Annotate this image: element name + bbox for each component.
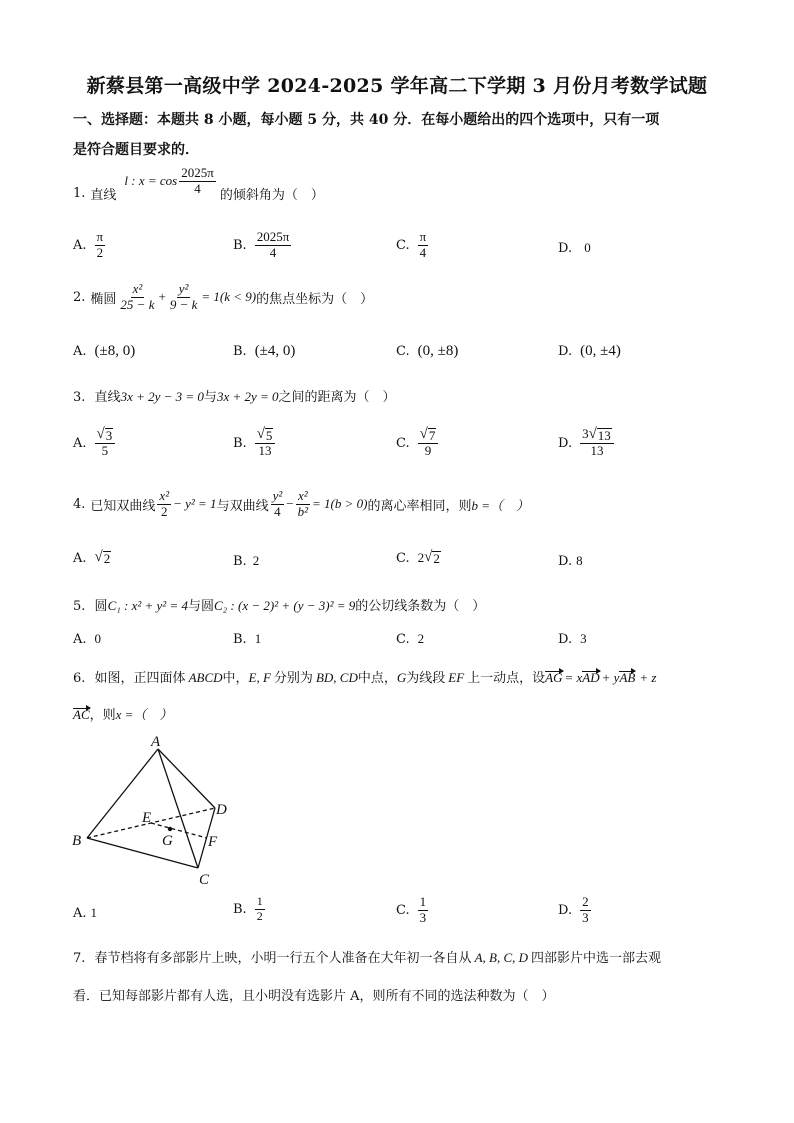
frac-den: 4 <box>269 244 277 260</box>
q5-option-c <box>396 631 424 647</box>
q1-suffix: 的倾斜角为（ ） <box>219 187 324 203</box>
option-label: B. <box>233 554 247 569</box>
q3-equation-2: 3x + 2y = 0 <box>216 389 279 404</box>
question-7-line2: 看．已知每部影片都有人选，且小明没有选影片 A，则所有不同的选法种数为（ ） <box>73 989 555 1004</box>
q2-option-d <box>558 343 621 360</box>
point-label-g: G <box>162 833 173 849</box>
frac-den: 25 − k <box>120 296 155 312</box>
q1-fraction <box>179 166 216 197</box>
frac-num: x² <box>297 488 308 503</box>
option-label: D. <box>558 435 573 451</box>
q5-circle-2: C₂ : (x − 2)² + (y − 3)² = 9 <box>213 598 356 613</box>
question-7-line1 <box>73 947 661 966</box>
q6-text: 中， <box>222 671 249 686</box>
frac-num: x² <box>132 281 143 296</box>
q7-text: 四部影片中选一部去观 <box>531 951 662 966</box>
frac-num: π <box>419 229 427 244</box>
edge-bc <box>87 838 198 868</box>
q4-hyperbola-2-rest: = 1(b > 0) <box>312 496 368 512</box>
q1-option-c <box>396 230 430 261</box>
q3-connector: 与 <box>203 390 217 405</box>
q3-option-c <box>396 427 440 459</box>
option-label: A. <box>73 344 87 359</box>
sqrt-sign: √ 2 <box>424 549 440 566</box>
q2-plus: + <box>158 289 166 305</box>
option-value: 0 <box>94 631 102 646</box>
radicand: 2 <box>433 551 440 566</box>
q5-suffix: 的公切线条数为（ ） <box>355 599 486 614</box>
q6-math: + z <box>639 670 657 685</box>
q2-equation-tail: = 1(k < 9) <box>201 289 257 305</box>
option-label: D. <box>558 241 573 256</box>
q2-prefix: 椭圆 <box>90 291 117 307</box>
q1-option-d <box>558 240 591 256</box>
frac-num: y² <box>178 281 189 296</box>
q2-fraction-2 <box>168 282 200 313</box>
q4-hyperbola-1-rest: − y² = 1 <box>173 496 217 512</box>
q7-letters: A, B, C, D <box>474 950 529 965</box>
option-value: 0 <box>584 240 591 255</box>
option-label: B. <box>233 901 247 917</box>
q6-option-a <box>73 905 97 921</box>
q6-tail: x =（ ） <box>115 707 173 722</box>
q4-fraction-3 <box>296 489 310 520</box>
q3-option-a <box>73 427 117 459</box>
q6-text: 上一动点，设 <box>467 671 546 686</box>
q4-option-a <box>73 550 111 566</box>
sqrt-sign: √ 7 <box>419 426 436 443</box>
q4-fraction-2 <box>271 489 285 520</box>
option-value: 2 <box>252 553 260 568</box>
q6-math: G <box>396 670 407 685</box>
coefficient: 2 <box>417 550 425 566</box>
radicand: 13 <box>597 428 611 443</box>
frac-den: 4 <box>419 244 427 260</box>
sqrt-sign: √ 3 <box>96 426 113 443</box>
option-label: A. <box>73 237 87 253</box>
frac-den: 4 <box>274 503 281 519</box>
point-g-dot <box>168 827 172 831</box>
question-3 <box>73 386 396 405</box>
option-label: C. <box>396 902 410 918</box>
option-label: A. <box>73 550 87 566</box>
frac-num: y² <box>272 488 283 503</box>
q6-math: EF <box>448 670 465 685</box>
option-fraction <box>418 230 429 261</box>
option-value: 3 <box>580 631 587 646</box>
section-instruction-line2: 是符合题目要求的． <box>73 142 199 158</box>
q3-suffix: 之间的距离为（ ） <box>278 390 396 405</box>
q6-option-b <box>233 895 267 924</box>
vertex-label-d: D <box>216 802 227 818</box>
q1-equation-left: l : x = cos <box>124 173 178 189</box>
q5-circle-1: C₁ : x² + y² = 4 <box>107 598 188 613</box>
vertex-label-c: C <box>199 872 210 888</box>
q1-frac-den: 4 <box>194 180 201 196</box>
q4-option-b <box>233 553 259 569</box>
option-label: A. <box>73 435 87 451</box>
option-label: D. <box>558 344 573 359</box>
question-6-line1 <box>73 667 656 686</box>
option-label: C. <box>396 550 410 566</box>
q2-option-c <box>396 343 458 360</box>
q3-prefix: 直线 <box>94 390 121 405</box>
q2-fraction-1 <box>118 282 156 313</box>
q6-text: 为线段 <box>406 671 446 686</box>
option-label: B. <box>233 237 247 253</box>
option-value: 1 <box>90 905 98 920</box>
question-5 <box>73 595 485 614</box>
edge-ad <box>158 749 215 808</box>
option-label: C. <box>396 237 410 253</box>
option-fraction <box>580 427 614 459</box>
option-fraction <box>95 230 106 261</box>
frac-num: 1 <box>256 894 263 908</box>
option-label: C. <box>396 632 410 647</box>
q2-option-b <box>233 343 295 360</box>
q4-fraction-1 <box>157 489 171 520</box>
q3-equation-1: 3x + 2y − 3 = 0 <box>120 389 204 404</box>
frac-num: 2 <box>582 894 589 909</box>
q6-option-c <box>396 895 430 926</box>
q6-math: BD, CD <box>315 670 358 685</box>
q4-connector: 与双曲线 <box>216 498 269 514</box>
option-value: 2 <box>417 631 425 646</box>
vector-ab: AB <box>619 670 636 685</box>
option-value: (0, ±4) <box>580 343 621 359</box>
frac-den: 3 <box>582 909 589 925</box>
q6-text: ，则 <box>89 708 116 723</box>
frac-den: 5 <box>101 443 109 459</box>
radicand: 7 <box>428 428 436 443</box>
q6-text: 分别为 <box>273 671 313 686</box>
option-fraction <box>95 427 116 459</box>
q5-option-b <box>233 631 261 647</box>
frac-den: 9 − k <box>169 296 198 312</box>
option-fraction <box>255 895 265 924</box>
q2-number: 2. <box>73 289 86 305</box>
q5-connector: 与圆 <box>187 599 214 614</box>
option-label: A. <box>73 906 87 921</box>
q4-number: 4. <box>73 496 86 512</box>
q6-option-d <box>558 895 593 926</box>
tetrahedron-figure <box>68 728 248 888</box>
edge-ac <box>158 749 198 868</box>
option-value: (±8, 0) <box>94 343 136 359</box>
option-value: (±4, 0) <box>254 343 296 359</box>
radicand: 3 <box>105 428 113 443</box>
option-fraction <box>255 230 292 261</box>
question-6-line2 <box>73 704 172 723</box>
radicand: 5 <box>265 428 273 443</box>
option-label: D. <box>558 554 573 569</box>
section-instruction-line1: 一、选择题：本题共 8 小题，每小题 5 分，共 40 分．在每小题给出的四个选项中，只有一项 <box>73 112 660 128</box>
q6-math: ABCD <box>188 670 223 685</box>
option-value: 1 <box>254 631 262 646</box>
q3-option-b <box>233 427 277 459</box>
q6-number: 6. <box>73 671 86 686</box>
point-label-e: E <box>142 810 152 826</box>
option-fraction <box>418 427 439 459</box>
point-label-f: F <box>208 834 218 850</box>
option-label: B. <box>233 344 247 359</box>
q2-option-a <box>73 343 135 360</box>
frac-den: 9 <box>424 443 432 459</box>
q6-text: 中点， <box>357 671 397 686</box>
option-value: 8 <box>576 553 583 568</box>
option-fraction <box>418 895 429 926</box>
q5-number: 5. <box>73 599 86 614</box>
frac-den: 3 <box>419 909 427 925</box>
q4-option-d <box>558 553 583 569</box>
q1-option-b <box>233 230 293 261</box>
q1-frac-num: 2025π <box>181 165 214 180</box>
option-fraction <box>255 427 276 459</box>
q4-option-c <box>396 550 441 566</box>
question-2 <box>73 282 373 313</box>
q5-option-a <box>73 631 101 647</box>
coefficient: 3 <box>582 426 589 441</box>
option-label: B. <box>233 435 247 451</box>
q6-math: + y <box>601 670 620 685</box>
frac-num: x² <box>159 488 170 503</box>
frac-num: 2025π <box>256 229 290 244</box>
q6-math: = x <box>564 670 583 685</box>
frac-den: 2 <box>96 244 104 260</box>
vertex-label-a: A <box>151 734 161 750</box>
option-label: A. <box>73 632 87 647</box>
vertex-label-b: B <box>72 833 82 849</box>
q7-text: 春节档将有多部影片上映，小明一行五个人准备在大年初一各自从 <box>94 951 472 966</box>
question-4 <box>73 489 529 520</box>
option-label: D. <box>558 632 573 647</box>
frac-den: b² <box>297 503 308 519</box>
sqrt-sign: √ 2 <box>94 549 111 566</box>
q4-minus: − <box>286 496 294 512</box>
option-label: C. <box>396 435 410 451</box>
sqrt-sign: √ 5 <box>256 426 273 443</box>
option-label: D. <box>558 902 573 918</box>
q6-math: E, F <box>248 670 271 685</box>
option-label: C. <box>396 344 410 359</box>
page-title: 新蔡县第一高级中学 2024-2025 学年高二下学期 3 月份月考数学试题 <box>86 75 708 97</box>
frac-num: 1 <box>419 894 427 909</box>
frac-num: π <box>96 229 104 244</box>
option-fraction <box>580 895 591 926</box>
frac-den: 13 <box>258 443 272 459</box>
q1-number: 1. <box>73 185 86 201</box>
q4-tail: b =（ ） <box>471 497 529 513</box>
option-value: (0, ±8) <box>417 343 459 359</box>
vector-ac: AC <box>73 707 90 722</box>
vector-ag: AG <box>545 670 563 685</box>
frac-den: 2 <box>161 503 168 519</box>
segment-ef <box>151 823 207 838</box>
q5-option-d <box>558 631 587 647</box>
q7-number: 7. <box>73 951 86 966</box>
option-label: B. <box>233 632 247 647</box>
q1-prefix: 直线 <box>90 187 117 203</box>
frac-den: 13 <box>590 443 604 459</box>
vector-ad: AD <box>582 670 600 685</box>
radicand: 2 <box>103 551 111 566</box>
q5-prefix: 圆 <box>94 599 108 614</box>
sqrt-sign: √ 13 <box>588 426 611 443</box>
q3-option-d <box>558 427 616 459</box>
q4-prefix: 已知双曲线 <box>90 498 156 514</box>
frac-den: 2 <box>256 908 263 923</box>
q4-suffix: 的离心率相同，则 <box>367 498 472 514</box>
q6-text: 如图，正四面体 <box>94 671 186 686</box>
q1-option-a <box>73 230 107 261</box>
q3-number: 3. <box>73 390 86 405</box>
q2-suffix: 的焦点坐标为（ ） <box>256 291 374 307</box>
